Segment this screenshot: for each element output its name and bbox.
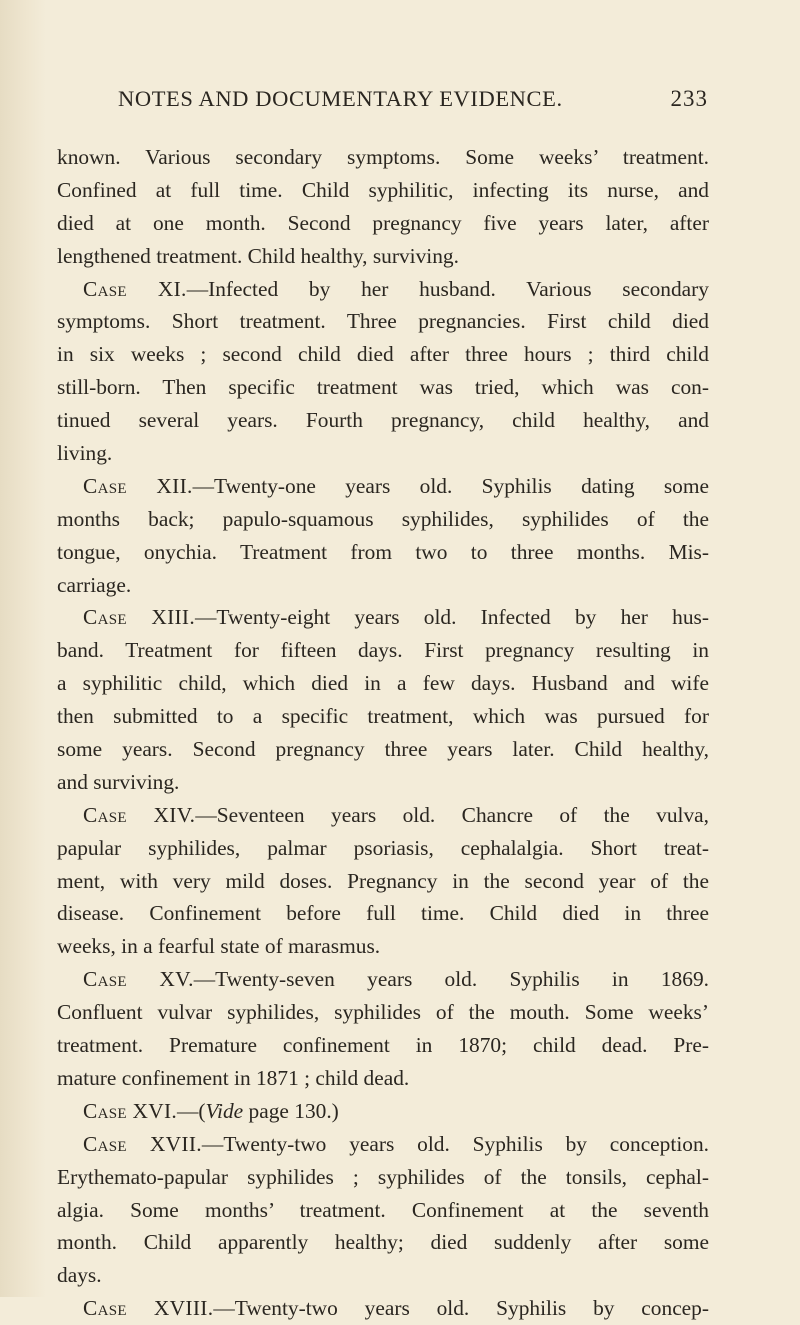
case-heading: Case XVII.	[83, 1131, 202, 1156]
case-heading: Case XVI.	[83, 1098, 178, 1123]
text-line: died at one month. Second pregnancy five years later, after	[57, 210, 709, 235]
text-line: Erythemato-papular syphilides ; syphilides of the tonsils, cephal-	[57, 1164, 709, 1189]
text-line: weeks, in a fearful state of marasmus.	[57, 934, 381, 959]
case-paragraph-start: Case XIII.—Twenty-eight years old. Infected by her hus-	[83, 605, 709, 630]
case-paragraph-start: Case XVII.—Twenty-two years old. Syphilis by conception.	[83, 1131, 709, 1156]
text-line: month. Child apparently healthy; died suddenly after some	[57, 1230, 709, 1255]
text-line: papular syphilides, palmar psoriasis, cephalalgia. Short treat-	[57, 835, 709, 860]
text-line: and surviving.	[57, 769, 180, 794]
case-heading: Case XV.	[83, 967, 194, 992]
text-line: tinued several years. Fourth pregnancy, child healthy, and	[57, 408, 709, 433]
text-line: Confined at full time. Child syphilitic, infecting its nurse, and	[57, 177, 709, 202]
text-line: tongue, onychia. Treatment from two to three months. Mis-	[57, 539, 709, 564]
text-line: still-born. Then specific treatment was tried, which was con-	[57, 375, 709, 400]
text-line: in six weeks ; second child died after three hours ; third child	[57, 342, 709, 367]
text-line: ment, with very mild doses. Pregnancy in the second year of the	[57, 868, 709, 893]
text-line: Confluent vulvar syphilides, syphilides of the mouth. Some weeks’	[57, 1000, 709, 1025]
text-line: then submitted to a specific treatment, which was pursued for	[57, 704, 709, 729]
case-paragraph-start: Case XV.—Twenty-seven years old. Syphilis in 1869.	[83, 967, 709, 992]
case-heading: Case XI.	[83, 276, 187, 301]
page-gutter-shading	[0, 0, 46, 1297]
text-line: a syphilitic child, which died in a few days. Husband and wife	[57, 671, 709, 696]
text-line: some years. Second pregnancy three years later. Child healthy,	[57, 737, 709, 762]
text-line: living.	[57, 441, 113, 466]
page-number: 233	[670, 86, 708, 111]
text-line: known. Various secondary symptoms. Some weeks’ treatment.	[57, 145, 709, 169]
case-paragraph-start: Case XVIII.—Twenty-two years old. Syphilis by concep-	[83, 1296, 709, 1321]
text-line: band. Treatment for fifteen days. First pregnancy resulting in	[57, 638, 709, 663]
running-title: NOTES AND DOCUMENTARY EVIDENCE.	[118, 86, 563, 111]
body-text	[57, 141, 709, 1325]
case-paragraph-start: Case XI.—Infected by her husband. Various secondary	[83, 276, 710, 301]
text-line: days.	[57, 1263, 102, 1288]
case-heading: Case XIV.	[83, 802, 196, 827]
text-line: mature confinement in 1871 ; child dead.	[57, 1065, 410, 1090]
text-line: treatment. Premature confinement in 1870; child dead. Pre-	[57, 1033, 709, 1058]
case-heading: Case XIII.	[83, 605, 196, 630]
case-paragraph-start: Case XIV.—Seventeen years old. Chancre of the vulva,	[83, 802, 709, 827]
text-line: carriage.	[57, 572, 132, 597]
page-header	[118, 86, 708, 122]
case-paragraph-start: Case XII.—Twenty-one years old. Syphilis dating some	[83, 473, 709, 498]
case-heading: Case XVIII.	[83, 1296, 214, 1321]
case-paragraph-start: Case XVI.—(Vide page 130.)	[83, 1098, 339, 1123]
text-line: disease. Confinement before full time. Child died in three	[57, 901, 709, 926]
text-line: algia. Some months’ treatment. Confinement at the seventh	[57, 1197, 709, 1222]
text-line: months back; papulo-squamous syphilides, syphilides of the	[57, 506, 709, 531]
text-line: lengthened treatment. Child healthy, surviving.	[57, 243, 459, 268]
vide-reference: Vide	[205, 1098, 244, 1123]
text-line: symptoms. Short treatment. Three pregnancies. First child died	[57, 309, 709, 334]
case-heading: Case XII.	[83, 473, 193, 498]
